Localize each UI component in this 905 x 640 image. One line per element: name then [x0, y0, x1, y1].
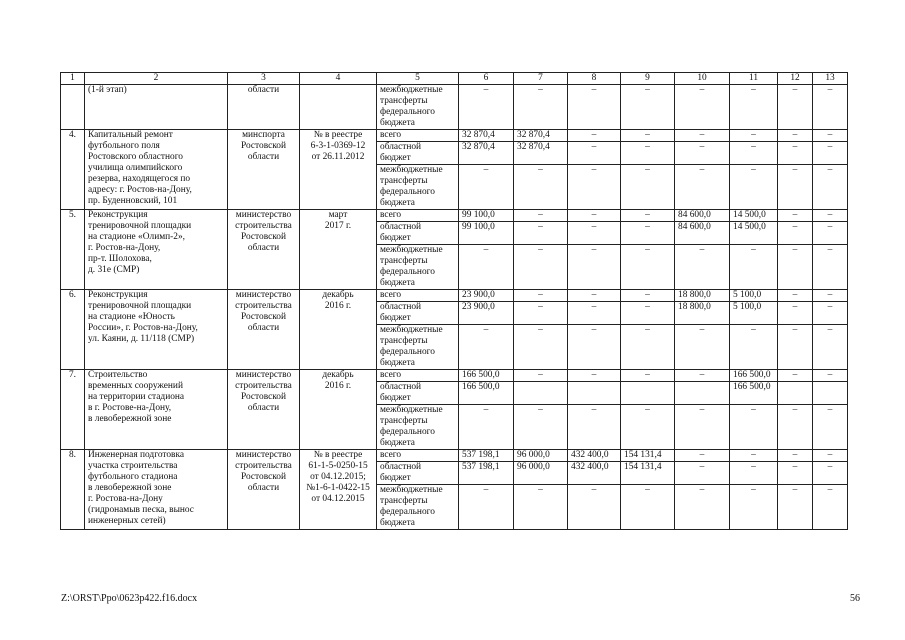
cell-line: пр. Буденновский, 101: [88, 196, 178, 206]
amount-cell: –: [813, 142, 848, 165]
amount-cell: –: [514, 290, 568, 302]
cell-line: № в реестре: [313, 450, 363, 460]
amount-cell: 96 000,0: [514, 450, 568, 462]
amount-cell: [568, 382, 621, 405]
amount-cell: –: [514, 222, 568, 245]
amount-cell: –: [514, 325, 568, 370]
amount-cell: 23 900,0: [459, 290, 514, 302]
amount-cell: 14 500,0: [730, 210, 778, 222]
cell-line: г. Ростова-на-Дону: [88, 494, 163, 504]
cell-line: министерство: [235, 290, 292, 300]
amount-cell: –: [675, 370, 730, 382]
item-term: [300, 210, 377, 290]
cell-line: 6-3-1-0369-12: [310, 141, 366, 151]
amount-cell: –: [813, 290, 848, 302]
amount-cell: –: [621, 85, 675, 130]
cell-line: (гидронамыв песка, вынос: [88, 505, 194, 515]
amount-cell: –: [459, 245, 514, 290]
amount-cell: –: [778, 130, 813, 142]
amount-cell: [778, 382, 813, 405]
item-name: [85, 450, 228, 530]
funding-source: [377, 485, 459, 530]
cell-line: областной: [380, 302, 422, 312]
item-number: [61, 85, 85, 130]
item-number: 5.: [61, 210, 85, 290]
amount-cell: –: [675, 245, 730, 290]
item-name: [85, 130, 228, 210]
amount-cell: 432 400,0: [568, 450, 621, 462]
cell-line: Ростовской: [240, 472, 287, 482]
amount-cell: –: [568, 405, 621, 450]
amount-cell: –: [730, 485, 778, 530]
funding-source: [377, 370, 459, 382]
cell-line: Строительство: [88, 370, 148, 380]
cell-line: федерального: [380, 267, 435, 277]
cell-line: бюджет: [380, 473, 411, 483]
column-number-header: 6: [459, 73, 514, 85]
item-executor: [228, 210, 300, 290]
amount-cell: –: [730, 130, 778, 142]
cell-line: в левобережной зоне: [88, 483, 172, 493]
item-number: 6.: [61, 290, 85, 370]
amount-cell: –: [568, 325, 621, 370]
amount-cell: –: [778, 485, 813, 530]
cell-line: министерство: [235, 450, 292, 460]
amount-cell: –: [459, 485, 514, 530]
document-sheet: [60, 72, 848, 530]
cell-line: бюджет: [380, 313, 411, 323]
amount-cell: 18 800,0: [675, 302, 730, 325]
cell-line: резерва, находящегося по: [88, 174, 191, 184]
funding-source: [377, 210, 459, 222]
amount-cell: –: [778, 302, 813, 325]
amount-cell: –: [675, 485, 730, 530]
amount-cell: –: [459, 405, 514, 450]
cell-line: федерального: [380, 507, 435, 517]
cell-line: на территории стадиона: [88, 392, 185, 402]
amount-cell: –: [621, 210, 675, 222]
cell-line: (1-й этап): [88, 85, 127, 95]
item-executor: [228, 85, 300, 130]
cell-line: на стадионе «Юность: [88, 312, 175, 322]
cell-line: трансферты: [380, 416, 428, 426]
cell-line: 2016 г.: [324, 381, 352, 391]
cell-line: участка строительства: [88, 461, 178, 471]
cell-line: министерство: [235, 210, 292, 220]
cell-line: Ростовской: [240, 392, 287, 402]
cell-line: межбюджетные: [380, 485, 443, 495]
amount-cell: 5 100,0: [730, 302, 778, 325]
amount-cell: –: [675, 85, 730, 130]
cell-line: ул. Каяни, д. 11/118 (СМР): [88, 334, 195, 344]
amount-cell: –: [621, 325, 675, 370]
cell-line: всего: [380, 290, 402, 300]
amount-cell: –: [568, 85, 621, 130]
cell-line: бюджета: [380, 198, 415, 208]
cell-line: от 04.12.2015;: [310, 472, 366, 482]
amount-cell: –: [568, 130, 621, 142]
amount-cell: –: [514, 165, 568, 210]
funding-source: [377, 165, 459, 210]
cell-line: бюджета: [380, 278, 415, 288]
amount-cell: –: [514, 245, 568, 290]
cell-line: межбюджетные: [380, 165, 443, 175]
amount-cell: –: [778, 222, 813, 245]
cell-line: на стадионе «Олимп-2»,: [88, 232, 185, 242]
item-name: [85, 85, 228, 130]
amount-cell: –: [813, 302, 848, 325]
amount-cell: –: [778, 290, 813, 302]
amount-cell: [813, 382, 848, 405]
cell-line: федерального: [380, 347, 435, 357]
amount-cell: –: [813, 245, 848, 290]
amount-cell: 432 400,0: [568, 462, 621, 485]
cell-line: федерального: [380, 427, 435, 437]
amount-cell: 166 500,0: [459, 370, 514, 382]
amount-cell: 537 198,1: [459, 462, 514, 485]
footer-file-path: Z:\ORST\Ppo\0623p422.f16.docx: [61, 593, 198, 604]
column-number-header: 8: [568, 73, 621, 85]
column-number-header: 11: [730, 73, 778, 85]
amount-cell: 154 131,4: [621, 450, 675, 462]
amount-cell: –: [778, 245, 813, 290]
cell-line: области: [247, 85, 280, 95]
funding-source: [377, 462, 459, 485]
table-row: [61, 290, 848, 302]
amount-cell: 166 500,0: [730, 370, 778, 382]
cell-line: тренировочной площадки: [88, 301, 192, 311]
table-row: [61, 450, 848, 462]
cell-line: минспорта: [242, 130, 285, 140]
amount-cell: –: [813, 222, 848, 245]
amount-cell: –: [621, 245, 675, 290]
amount-cell: –: [514, 405, 568, 450]
funding-source: [377, 405, 459, 450]
amount-cell: –: [778, 85, 813, 130]
amount-cell: –: [675, 165, 730, 210]
amount-cell: –: [459, 85, 514, 130]
cell-line: межбюджетные: [380, 85, 443, 95]
cell-line: области: [247, 403, 280, 413]
table-row: [61, 210, 848, 222]
amount-cell: –: [778, 165, 813, 210]
amount-cell: –: [621, 370, 675, 382]
cell-line: областной: [380, 462, 422, 472]
cell-line: г. Ростов-на-Дону,: [88, 243, 161, 253]
item-name: [85, 370, 228, 450]
funding-source: [377, 142, 459, 165]
amount-cell: –: [514, 485, 568, 530]
amount-cell: 99 100,0: [459, 210, 514, 222]
amount-cell: –: [621, 130, 675, 142]
funding-source: [377, 245, 459, 290]
amount-cell: –: [621, 302, 675, 325]
funding-source: [377, 302, 459, 325]
cell-line: областной: [380, 382, 422, 392]
cell-line: трансферты: [380, 336, 428, 346]
item-term: [300, 290, 377, 370]
amount-cell: –: [778, 142, 813, 165]
table-row: [61, 370, 848, 382]
amount-cell: –: [621, 142, 675, 165]
cell-line: училища олимпийского: [88, 163, 183, 173]
cell-line: межбюджетные: [380, 325, 443, 335]
cell-line: от 26.11.2012: [311, 152, 365, 162]
amount-cell: –: [730, 462, 778, 485]
cell-line: области: [247, 152, 280, 162]
amount-cell: 154 131,4: [621, 462, 675, 485]
cell-line: Реконструкция: [88, 290, 148, 300]
amount-cell: 32 870,4: [514, 142, 568, 165]
amount-cell: –: [813, 462, 848, 485]
cell-line: бюджета: [380, 518, 415, 528]
amount-cell: –: [730, 142, 778, 165]
cell-line: межбюджетные: [380, 405, 443, 415]
amount-cell: –: [675, 462, 730, 485]
item-number: 7.: [61, 370, 85, 450]
amount-cell: –: [514, 302, 568, 325]
cell-line: федерального: [380, 187, 435, 197]
amount-cell: –: [675, 450, 730, 462]
cell-line: строительства: [235, 301, 292, 311]
amount-cell: 99 100,0: [459, 222, 514, 245]
amount-cell: –: [621, 405, 675, 450]
item-executor: [228, 130, 300, 210]
funding-source: [377, 450, 459, 462]
cell-line: № в реестре: [313, 130, 363, 140]
item-number: 8.: [61, 450, 85, 530]
amount-cell: 84 600,0: [675, 222, 730, 245]
cell-line: трансферты: [380, 96, 428, 106]
cell-line: тренировочной площадки: [88, 221, 192, 231]
cell-line: футбольного поля: [88, 141, 160, 151]
amount-cell: –: [730, 405, 778, 450]
amount-cell: –: [568, 142, 621, 165]
cell-line: строительства: [235, 461, 292, 471]
cell-line: в г. Ростове-на-Дону,: [88, 403, 172, 413]
column-number-header: 9: [621, 73, 675, 85]
amount-cell: –: [568, 165, 621, 210]
amount-cell: –: [568, 222, 621, 245]
amount-cell: –: [568, 245, 621, 290]
cell-line: бюджет: [380, 393, 411, 403]
cell-line: трансферты: [380, 256, 428, 266]
amount-cell: –: [514, 370, 568, 382]
item-term: [300, 450, 377, 530]
cell-line: Инженерная подготовка: [88, 450, 185, 460]
cell-line: Ростовской: [240, 141, 287, 151]
cell-line: д. 31е (СМР): [88, 265, 140, 275]
funding-source: [377, 222, 459, 245]
amount-cell: –: [813, 85, 848, 130]
amount-cell: [675, 382, 730, 405]
amount-cell: 5 100,0: [730, 290, 778, 302]
column-number-header: 1: [61, 73, 85, 85]
amount-cell: 166 500,0: [459, 382, 514, 405]
cell-line: Ростовской: [240, 312, 287, 322]
amount-cell: –: [621, 485, 675, 530]
amount-cell: [621, 382, 675, 405]
amount-cell: –: [778, 405, 813, 450]
cell-line: 2017 г.: [324, 221, 352, 231]
amount-cell: 18 800,0: [675, 290, 730, 302]
amount-cell: –: [514, 210, 568, 222]
amount-cell: 84 600,0: [675, 210, 730, 222]
column-number-header: 5: [377, 73, 459, 85]
cell-line: Ростовского областного: [88, 152, 183, 162]
amount-cell: –: [813, 405, 848, 450]
cell-line: временных сооружений: [88, 381, 183, 391]
cell-line: всего: [380, 370, 402, 380]
item-name: [85, 290, 228, 370]
cell-line: от 04.12.2015: [311, 494, 365, 504]
cell-line: строительства: [235, 381, 292, 391]
cell-line: 2016 г.: [324, 301, 352, 311]
cell-line: Ростовской: [240, 232, 287, 242]
item-executor: [228, 370, 300, 450]
amount-cell: –: [675, 142, 730, 165]
cell-line: бюджета: [380, 118, 415, 128]
footer-page-number: 56: [850, 593, 860, 604]
column-number-header: 13: [813, 73, 848, 85]
amount-cell: 23 900,0: [459, 302, 514, 325]
cell-line: Реконструкция: [88, 210, 148, 220]
amount-cell: –: [730, 450, 778, 462]
amount-cell: –: [813, 210, 848, 222]
amount-cell: –: [568, 210, 621, 222]
amount-cell: 32 870,4: [459, 142, 514, 165]
cell-line: инженерных сетей): [88, 516, 166, 526]
item-executor: [228, 450, 300, 530]
cell-line: области: [247, 483, 280, 493]
amount-cell: –: [813, 450, 848, 462]
cell-line: декабрь: [322, 370, 354, 380]
amount-cell: –: [730, 165, 778, 210]
cell-line: №1-6-1-0422-15: [306, 483, 370, 493]
item-name: [85, 210, 228, 290]
item-term: [300, 130, 377, 210]
funding-source: [377, 382, 459, 405]
funding-source: [377, 130, 459, 142]
amount-cell: –: [778, 325, 813, 370]
amount-cell: 166 500,0: [730, 382, 778, 405]
cell-line: декабрь: [322, 290, 354, 300]
amount-cell: 96 000,0: [514, 462, 568, 485]
cell-line: межбюджетные: [380, 245, 443, 255]
cell-line: областной: [380, 142, 422, 152]
item-term: [300, 85, 377, 130]
amount-cell: –: [459, 325, 514, 370]
budget-table: [60, 72, 848, 530]
amount-cell: –: [813, 485, 848, 530]
amount-cell: –: [675, 130, 730, 142]
amount-cell: –: [675, 405, 730, 450]
funding-source: [377, 85, 459, 130]
cell-line: строительства: [235, 221, 292, 231]
cell-line: областной: [380, 222, 422, 232]
amount-cell: –: [621, 165, 675, 210]
amount-cell: –: [621, 290, 675, 302]
amount-cell: 14 500,0: [730, 222, 778, 245]
cell-line: бюджета: [380, 438, 415, 448]
column-number-header: 2: [85, 73, 228, 85]
amount-cell: 537 198,1: [459, 450, 514, 462]
cell-line: трансферты: [380, 176, 428, 186]
funding-source: [377, 290, 459, 302]
table-row: [61, 85, 848, 130]
funding-source: [377, 325, 459, 370]
amount-cell: –: [778, 210, 813, 222]
amount-cell: –: [813, 370, 848, 382]
cell-line: всего: [380, 130, 402, 140]
cell-line: области: [247, 323, 280, 333]
cell-line: России», г. Ростов-на-Дону,: [88, 323, 198, 333]
amount-cell: –: [730, 245, 778, 290]
amount-cell: [514, 382, 568, 405]
amount-cell: –: [568, 485, 621, 530]
cell-line: март: [328, 210, 348, 220]
amount-cell: –: [459, 165, 514, 210]
cell-line: 61-1-5-0250-15: [308, 461, 368, 471]
cell-line: области: [247, 243, 280, 253]
cell-line: всего: [380, 450, 402, 460]
item-term: [300, 370, 377, 450]
header-row: [61, 73, 848, 85]
amount-cell: –: [813, 130, 848, 142]
cell-line: всего: [380, 210, 402, 220]
amount-cell: –: [675, 325, 730, 370]
amount-cell: –: [730, 325, 778, 370]
column-number-header: 12: [778, 73, 813, 85]
cell-line: футбольного стадиона: [88, 472, 178, 482]
cell-line: пр-т. Шолохова,: [88, 254, 152, 264]
amount-cell: –: [813, 325, 848, 370]
cell-line: трансферты: [380, 496, 428, 506]
cell-line: министерство: [235, 370, 292, 380]
amount-cell: –: [778, 462, 813, 485]
cell-line: Капитальный ремонт: [88, 130, 173, 140]
amount-cell: –: [514, 85, 568, 130]
cell-line: федерального: [380, 107, 435, 117]
cell-line: бюджет: [380, 153, 411, 163]
amount-cell: –: [813, 165, 848, 210]
cell-line: в левобережной зоне: [88, 414, 172, 424]
amount-cell: –: [778, 370, 813, 382]
amount-cell: –: [778, 450, 813, 462]
amount-cell: –: [568, 302, 621, 325]
column-number-header: 4: [300, 73, 377, 85]
amount-cell: –: [568, 290, 621, 302]
table-row: [61, 130, 848, 142]
item-number: 4.: [61, 130, 85, 210]
amount-cell: –: [568, 370, 621, 382]
amount-cell: –: [621, 222, 675, 245]
cell-line: бюджета: [380, 358, 415, 368]
column-number-header: 10: [675, 73, 730, 85]
amount-cell: 32 870,4: [514, 130, 568, 142]
column-number-header: 3: [228, 73, 300, 85]
cell-line: адресу: г. Ростов-на-Дону,: [88, 185, 192, 195]
cell-line: бюджет: [380, 233, 411, 243]
amount-cell: 32 870,4: [459, 130, 514, 142]
item-executor: [228, 290, 300, 370]
amount-cell: –: [730, 85, 778, 130]
column-number-header: 7: [514, 73, 568, 85]
